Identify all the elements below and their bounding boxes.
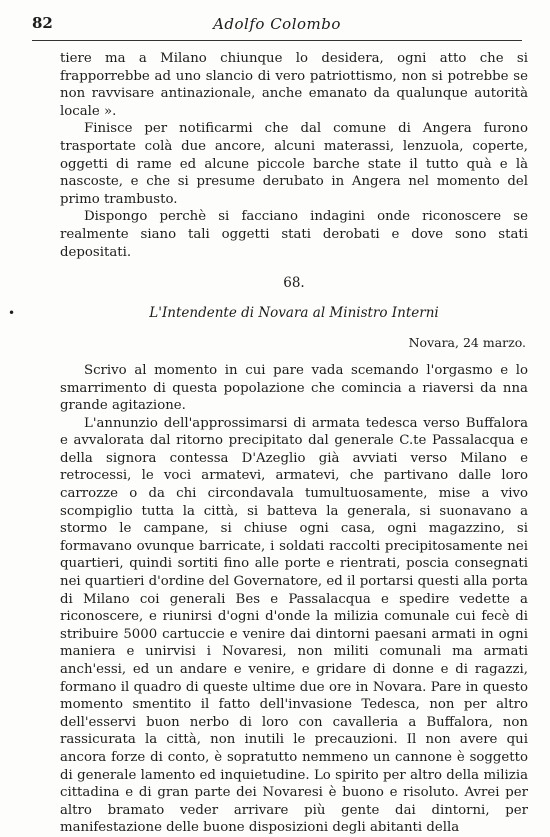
bullet-mark: • xyxy=(8,305,16,320)
place-date: Novara, 24 marzo. xyxy=(408,335,526,351)
paragraph: Dispongo perchè si facciano indagini onde riconoscere se realmente siano tali oggetti stati derobati e dove sono stati depositati. xyxy=(60,209,528,260)
letter-title-text: L'Intendente di Novara al Ministro Interni xyxy=(149,304,439,321)
page-number: 82 xyxy=(32,14,53,32)
page-header xyxy=(32,14,522,40)
paragraph: Finisce per notificarmi che dal comune di Angera furono trasportate colà due ancore, alcuni materassi, lenzuola, coperte, oggetti di rame ed alcune piccole barche state il tutto quà e là nascoste, e che si presume derubato in Angera nel momento del primo trambusto. xyxy=(60,121,528,207)
running-head: Adolfo Colombo xyxy=(213,15,341,33)
letter-title xyxy=(8,304,528,323)
header-rule xyxy=(32,40,522,41)
paragraph-continued: tiere ma a Milano chiunque lo desidera, ogni atto che si frapporrebbe ad uno slancio di vero patriottismo, non si potrebbe se non ravvisare antinazionale, anche emanato da qualunque autorità locale ». xyxy=(60,51,528,119)
document-number: 68. xyxy=(283,275,305,292)
paragraph: L'annunzio dell'approssimarsi di armata tedesca verso Buffalora e avvalorata dal ritorno precipitato dal generale C.te Passalacqua e della signora contessa D'Azeglio già avviati verso Milano e retrocessi, le voci armatevi, armatevi, che partivano dalle loro carrozze o da chi circondavala tumultuosamente, mise a vivo scompiglio tutta la città, si batteva la generala, si suonavano a stormo le campane, si chiuse ogni casa, ogni magazzino, si formavano ovunque barricate, i soldati raccolti precipitosamente nei quartieri, quindi sortiti fino alle porte e rientrati, poscia consegnati nei quartieri d'ordine del Governatore, ed il portarsi questi alla porta di Milano coi generali Bes e Passalacqua e spedire vedette a riconoscere, e riunirsi d'ogni d'onde la milizia comunale cui fecè di stribuire 5000 cartuccie e venire dai dintorni paesani armati in ogni maniera e unirvisi i Novaresi, non militi comunali ma armati anch'essi, ed un andare e venire, e gridare di donne e di ragazzi, formano il quadro di queste ultime due ore in Novara. Pare in questo momento smentito il fatto dell'invasione Tedesca, non per altro dell'esservi buon nerbo di loro con cavalleria a Buffalora, non rassicurata la città, non inutili le precauzioni. Il non avere qui ancora forze di conto, è sopratutto nemmeno un cannone è soggetto di generale lamento ed inquietudine. Lo spirito per altro della milizia cittadina e di gran parte dei Novaresi è buono e risoluto. Avrei per altro bramato veder arrivare più gente dai dintorni, per manifestazione delle buone disposizioni degli abitanti della xyxy=(60,415,528,836)
paragraph: Scrivo al momento in cui pare vada scemando l'orgasmo e lo smarrimento di questa popolazione che comincia a riaversi da nna grande agitazione. xyxy=(60,362,528,414)
page-body xyxy=(8,50,528,837)
